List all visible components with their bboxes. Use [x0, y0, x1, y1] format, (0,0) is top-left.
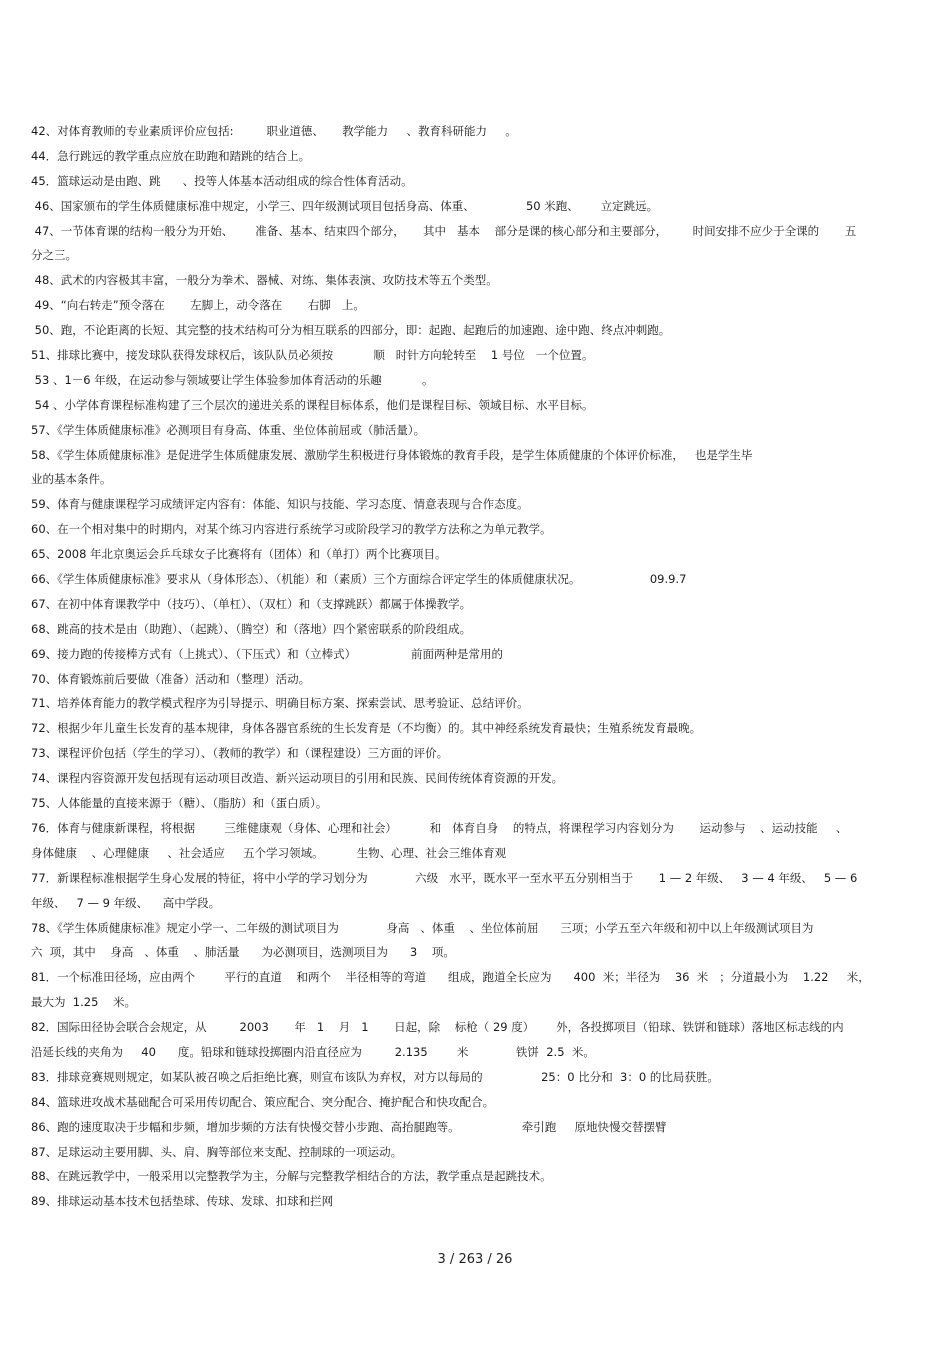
text-line: 沿延长线的夹角为 40 度。铅球和链球投掷圈内沿直径应为 2.135 米 铁饼 2.5 米。	[31, 1044, 595, 1059]
text-line: 75、人体能量的直接来源于（糖）、（脂肪）和（蛋白质）。	[31, 796, 328, 811]
text-line: 年级、 7 — 9 年级、 高中学段。	[31, 895, 221, 910]
text-line: 57、《学生体质健康标准》必测项目有身高、体重、坐位体前屈或（肺活量）。	[31, 422, 426, 437]
text-line: 72、根据少年儿童生长发育的基本规律，身体各器官系统的生长发育是（不均衡）的。其中神经系统发育最快；生殖系统发育最晚。	[31, 721, 702, 736]
text-line: 42、对体育教师的专业素质评价应包括: 职业道德、 教学能力 、教育科研能力 。	[31, 124, 517, 138]
text-line: 49、“向右转走”预令落在 左脚上，动令落在 右脚 上。	[31, 298, 365, 313]
text-line: 89、排球运动基本技术包括垫球、传球、发球、扣球和拦网	[31, 1194, 334, 1209]
text-line: 73、课程评价包括（学生的学习）、（教师的教学）和（课程建设）三方面的评价。	[31, 746, 449, 761]
text-line: 78、《学生体质健康标准》规定小学一、二年级的测试项目为 身高 、体重 、坐位体前屈 三项；小学五至六年级和初中以上年级测试项目为	[31, 920, 814, 935]
text-line: 70、体育锻炼前后要做（准备）活动和（整理）活动。	[31, 671, 311, 686]
text-line: 54 、小学体育课程标准构建了三个层次的递进关系的课程目标体系，他们是课程目标、领域目标、水平目标。	[31, 397, 594, 412]
text-line: 46、国家颁布的学生体质健康标准中规定，小学三、四年级测试项目包括身高、体重、 50 米跑、 立定跳远。	[31, 198, 659, 213]
text-line: 分之三。	[31, 248, 77, 263]
text-line: 58、《学生体质健康标准》是促进学生体质健康发展、激励学生积极进行身体锻炼的教育手段，是学生体质健康的个体评价标准， 也是学生毕	[31, 447, 753, 462]
text-line: 45．篮球运动是由跑、跳 、投等人体基本活动组成的综合性体育活动。	[31, 173, 413, 188]
text-line: 最大为 1.25 米。	[31, 995, 137, 1010]
text-line: 76．体育与健康新课程，将根据 三维健康观（身体、心理和社会） 和 体育自身 的特点，将课程学习内容划分为 运动参与 、运动技能 、	[31, 820, 848, 835]
text-line: 六 项，其中 身高 、体重 、肺活量 为必测项目，选测项目为 3 项。	[31, 945, 455, 960]
text-line: 身体健康 、心理健康 、社会适应 五个学习领域。 生物、心理、社会三维体育观	[31, 845, 507, 860]
text-line: 71、培养体育能力的教学模式程序为引导提示、明确目标方案、探索尝试、思考验证、总结评价。	[31, 696, 529, 711]
text-line: 67、在初中体育课教学中（技巧）、（单杠）、（双杠）和（支撑跳跃）都属于体操教学。	[31, 596, 472, 611]
text-line: 77．新课程标准根据学生身心发展的特征，将中小学的学习划分为 六级 水平，既水平一至水平五分别相当于 1 — 2 年级、 3 — 4 年级、 5 — 6	[31, 870, 858, 885]
text-line: 66、《学生体质健康标准》要求从（身体形态）、（机能）和（素质）三个方面综合评定学生的体质健康状况。 09.9.7	[31, 572, 687, 587]
text-line: 87、足球运动主要用脚、头、肩、胸等部位来支配、控制球的一项运动。	[31, 1144, 403, 1159]
text-line: 68、跳高的技术是由（助跑）、（起跳）、（腾空）和（落地）四个紧密联系的阶段组成。	[31, 621, 472, 636]
text-line: 86、跑的速度取决于步幅和步频，增加步频的方法有快慢交替小步跑、高抬腿跑等。 牵引跑 原地快慢交替摆臂	[31, 1119, 667, 1134]
text-line: 51、排球比赛中，接发球队获得发球权后，该队队员必须按 顺 时针方向轮转至 1 号位 一个位置。	[31, 348, 594, 363]
text-line: 83．排球竞赛规则规定，如某队被召唤之后拒绝比赛，则宣布该队为弃权，对方以每局的 25：0 比分和 3：0 的比局获胜。	[31, 1069, 719, 1084]
text-line: 84、篮球进攻战术基础配合可采用传切配合、策应配合、突分配合、掩护配合和快攻配合。	[31, 1094, 495, 1109]
text-line: 81．一个标准田径场，应由两个 平行的直道 和两个 半径相等的弯道 组成，跑道全长应为 400 米；半径为 36 米 ；分道最小为 1.22 米，	[31, 970, 870, 985]
document-body	[31, 119, 926, 1214]
text-line: 59、体育与健康课程学习成绩评定内容有：体能、知识与技能、学习态度、情意表现与合作态度。	[31, 497, 529, 512]
text-line: 44．急行跳远的教学重点应放在助跑和踏跳的结合上。	[31, 148, 311, 163]
page-number: 3 / 263 / 26	[437, 1252, 513, 1267]
text-line: 53 、1－6 年级，在运动参与领域要让学生体验参加体育活动的乐趣 。	[31, 372, 434, 387]
text-line: 业的基本条件。	[31, 472, 112, 487]
text-line: 69、接力跑的传接棒方式有（上挑式）、（下压式）和（立棒式） 前面两种是常用的	[31, 646, 503, 661]
text-line: 48、武术的内容极其丰富，一般分为拳术、器械、对练、集体表演、攻防技术等五个类型。	[31, 273, 498, 288]
text-line: 82．国际田径协会联合会规定，从 2003 年 1 月 1 日起，除 标枪（ 29 度） 外，各投掷项目（铅球、铁饼和链球）落地区标志线的内	[31, 1020, 844, 1035]
text-line: 47、一节体育课的结构一般分为开始、 准备、基本、结束四个部分， 其中 基本 部分是课的核心部分和主要部分， 时间安排不应少于全课的 五	[31, 223, 857, 238]
text-line: 50、跑，不论距离的长短、其完整的技术结构可分为相互联系的四部分，即：起跑、起跑后的加速跑、途中跑、终点冲刺跑。	[31, 323, 671, 338]
text-line: 74、课程内容资源开发包括现有运动项目改造、新兴运动项目的引用和民族、民间传统体育资源的开发。	[31, 771, 564, 786]
text-line: 60、在一个相对集中的时期内，对某个练习内容进行系统学习或阶段学习的教学方法称之为单元教学。	[31, 522, 552, 537]
text-line: 88、在跳远教学中，一般采用以完整教学为主，分解与完整教学相结合的方法，教学重点是起跳技术。	[31, 1169, 552, 1184]
text-line: 65、2008 年北京奥运会乒乓球女子比赛将有（团体）和（单打）两个比赛项目。	[31, 547, 447, 562]
